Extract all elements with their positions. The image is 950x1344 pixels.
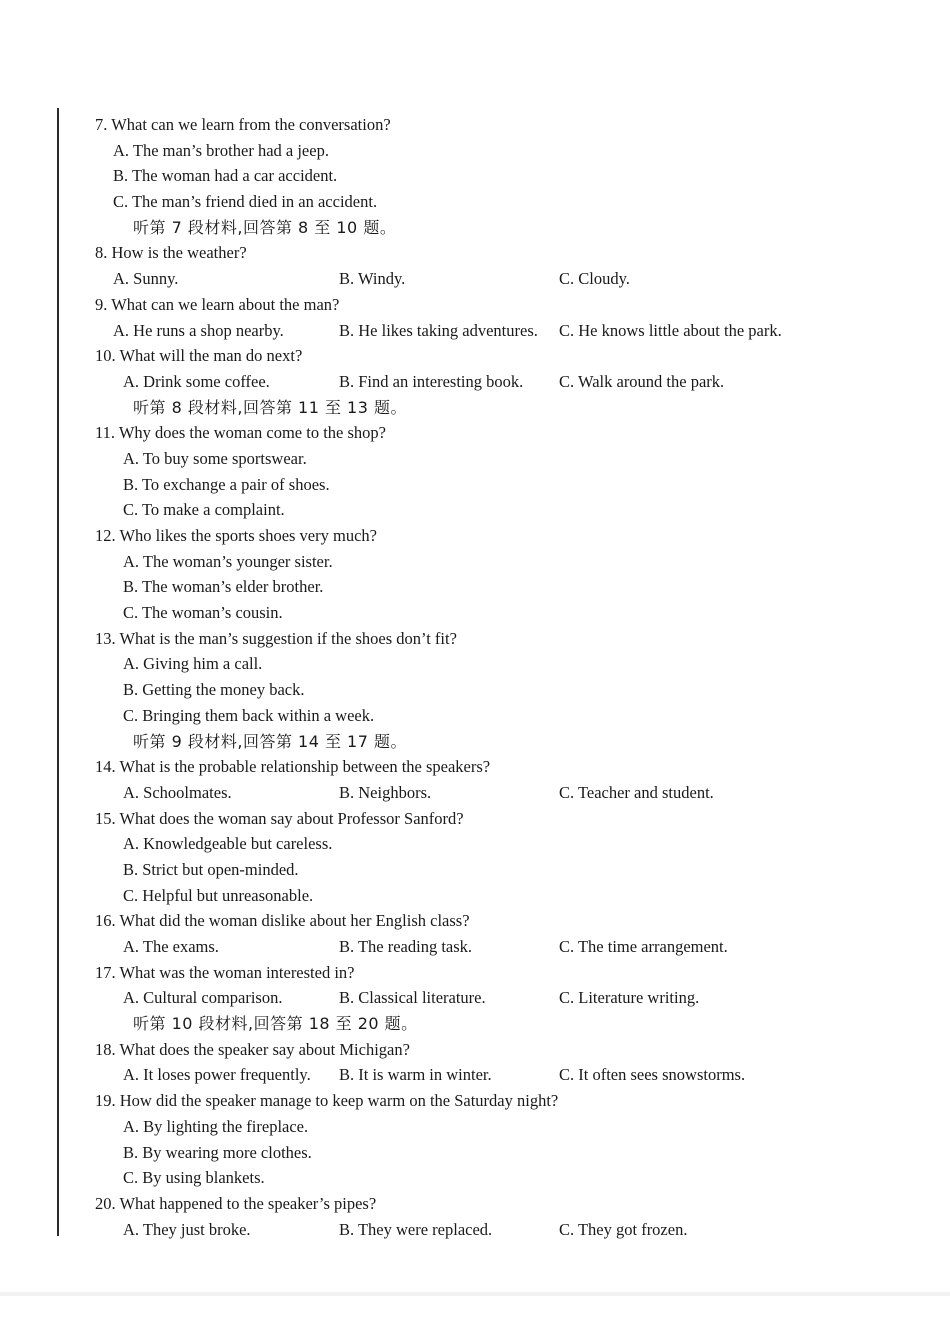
answer-option: B. Strict but open-minded. [123, 859, 299, 879]
option-row [95, 318, 915, 344]
answer-option: C. The man’s friend died in an accident. [113, 192, 378, 212]
question-stem: 18. What does the speaker say about Michigan? [95, 1039, 410, 1059]
option-c: C. It often sees snowstorms. [559, 1065, 746, 1085]
answer-option: B. By wearing more clothes. [123, 1142, 312, 1162]
option-b: B. Windy. [339, 269, 406, 289]
option-row [95, 369, 915, 395]
question-stem: 7. What can we learn from the conversation? [95, 115, 391, 134]
answer-option: C. Bringing them back within a week. [123, 705, 375, 725]
option-a: A. He runs a shop nearby. [113, 320, 284, 340]
section-instruction: 听第 10 段材料,回答第 18 至 20 题。 [133, 1014, 418, 1034]
answer-option: A. To buy some sportswear. [123, 448, 307, 468]
option-b: B. They were replaced. [339, 1219, 493, 1239]
option-c: C. Walk around the park. [559, 371, 725, 391]
question-stem: 15. What does the woman say about Professor Sanford? [95, 808, 464, 828]
answer-option: C. To make a complaint. [123, 500, 285, 520]
question-stem: 16. What did the woman dislike about her English class? [95, 911, 470, 931]
question-stem: 20. What happened to the speaker’s pipes? [95, 1193, 377, 1213]
option-b: B. Classical literature. [339, 988, 486, 1008]
option-row [95, 985, 915, 1011]
answer-option: A. Giving him a call. [123, 654, 263, 674]
answer-option: A. The woman’s younger sister. [123, 551, 333, 571]
question-stem: 10. What will the man do next? [95, 346, 303, 366]
option-a: A. Schoolmates. [123, 782, 232, 802]
option-a: A. Cultural comparison. [123, 988, 283, 1008]
answer-option: A. Knowledgeable but careless. [123, 834, 333, 854]
scan-edge-band [0, 1292, 950, 1296]
question-stem: 17. What was the woman interested in? [95, 962, 355, 982]
listening-questions [95, 112, 915, 1242]
question-stem: 19. How did the speaker manage to keep warm on the Saturday night? [95, 1091, 559, 1111]
section-instruction: 听第 8 段材料,回答第 11 至 13 题。 [133, 397, 408, 417]
answer-option: C. By using blankets. [123, 1168, 265, 1188]
option-a: A. The exams. [123, 937, 219, 956]
question-stem: 14. What is the probable relationship between the speakers? [95, 757, 491, 777]
question-stem: 8. How is the weather? [95, 243, 247, 263]
answer-option: B. The woman’s elder brother. [123, 577, 324, 597]
option-row [95, 1217, 915, 1243]
option-c: C. He knows little about the park. [559, 320, 782, 340]
answer-option: B. The woman had a car accident. [113, 166, 338, 186]
option-a: A. Sunny. [113, 269, 179, 289]
option-c: C. Cloudy. [559, 269, 630, 289]
option-b: B. Find an interesting book. [339, 371, 524, 391]
answer-option: C. Helpful but unreasonable. [123, 885, 314, 905]
option-b: B. Neighbors. [339, 782, 432, 802]
option-c: C. They got frozen. [559, 1219, 688, 1239]
answer-option: A. The man’s brother had a jeep. [113, 140, 329, 160]
answer-option: A. By lighting the fireplace. [123, 1116, 309, 1136]
option-row [95, 780, 915, 806]
option-a: A. Drink some coffee. [123, 371, 270, 391]
option-a: A. It loses power frequently. [123, 1065, 311, 1085]
option-b: B. It is warm in winter. [339, 1065, 492, 1085]
option-c: C. Teacher and student. [559, 782, 714, 802]
answer-option: B. To exchange a pair of shoes. [123, 474, 330, 494]
option-row [95, 266, 915, 292]
binding-margin-rule [57, 108, 59, 1236]
question-stem: 9. What can we learn about the man? [95, 294, 340, 314]
answer-option: C. The woman’s cousin. [123, 603, 283, 623]
question-stem: 12. Who likes the sports shoes very much? [95, 526, 377, 545]
section-instruction: 听第 9 段材料,回答第 14 至 17 题。 [133, 731, 408, 751]
option-a: A. They just broke. [123, 1219, 251, 1239]
option-c: C. Literature writing. [559, 988, 700, 1008]
answer-option: B. Getting the money back. [123, 680, 305, 700]
section-instruction: 听第 7 段材料,回答第 8 至 10 题。 [133, 217, 397, 237]
question-stem: 11. Why does the woman come to the shop? [95, 423, 386, 443]
option-c: C. The time arrangement. [559, 937, 728, 956]
option-row [95, 934, 915, 960]
option-row [95, 1062, 915, 1088]
option-b: B. He likes taking adventures. [339, 320, 538, 340]
question-stem: 13. What is the man’s suggestion if the shoes don’t fit? [95, 628, 457, 648]
option-b: B. The reading task. [339, 937, 473, 956]
